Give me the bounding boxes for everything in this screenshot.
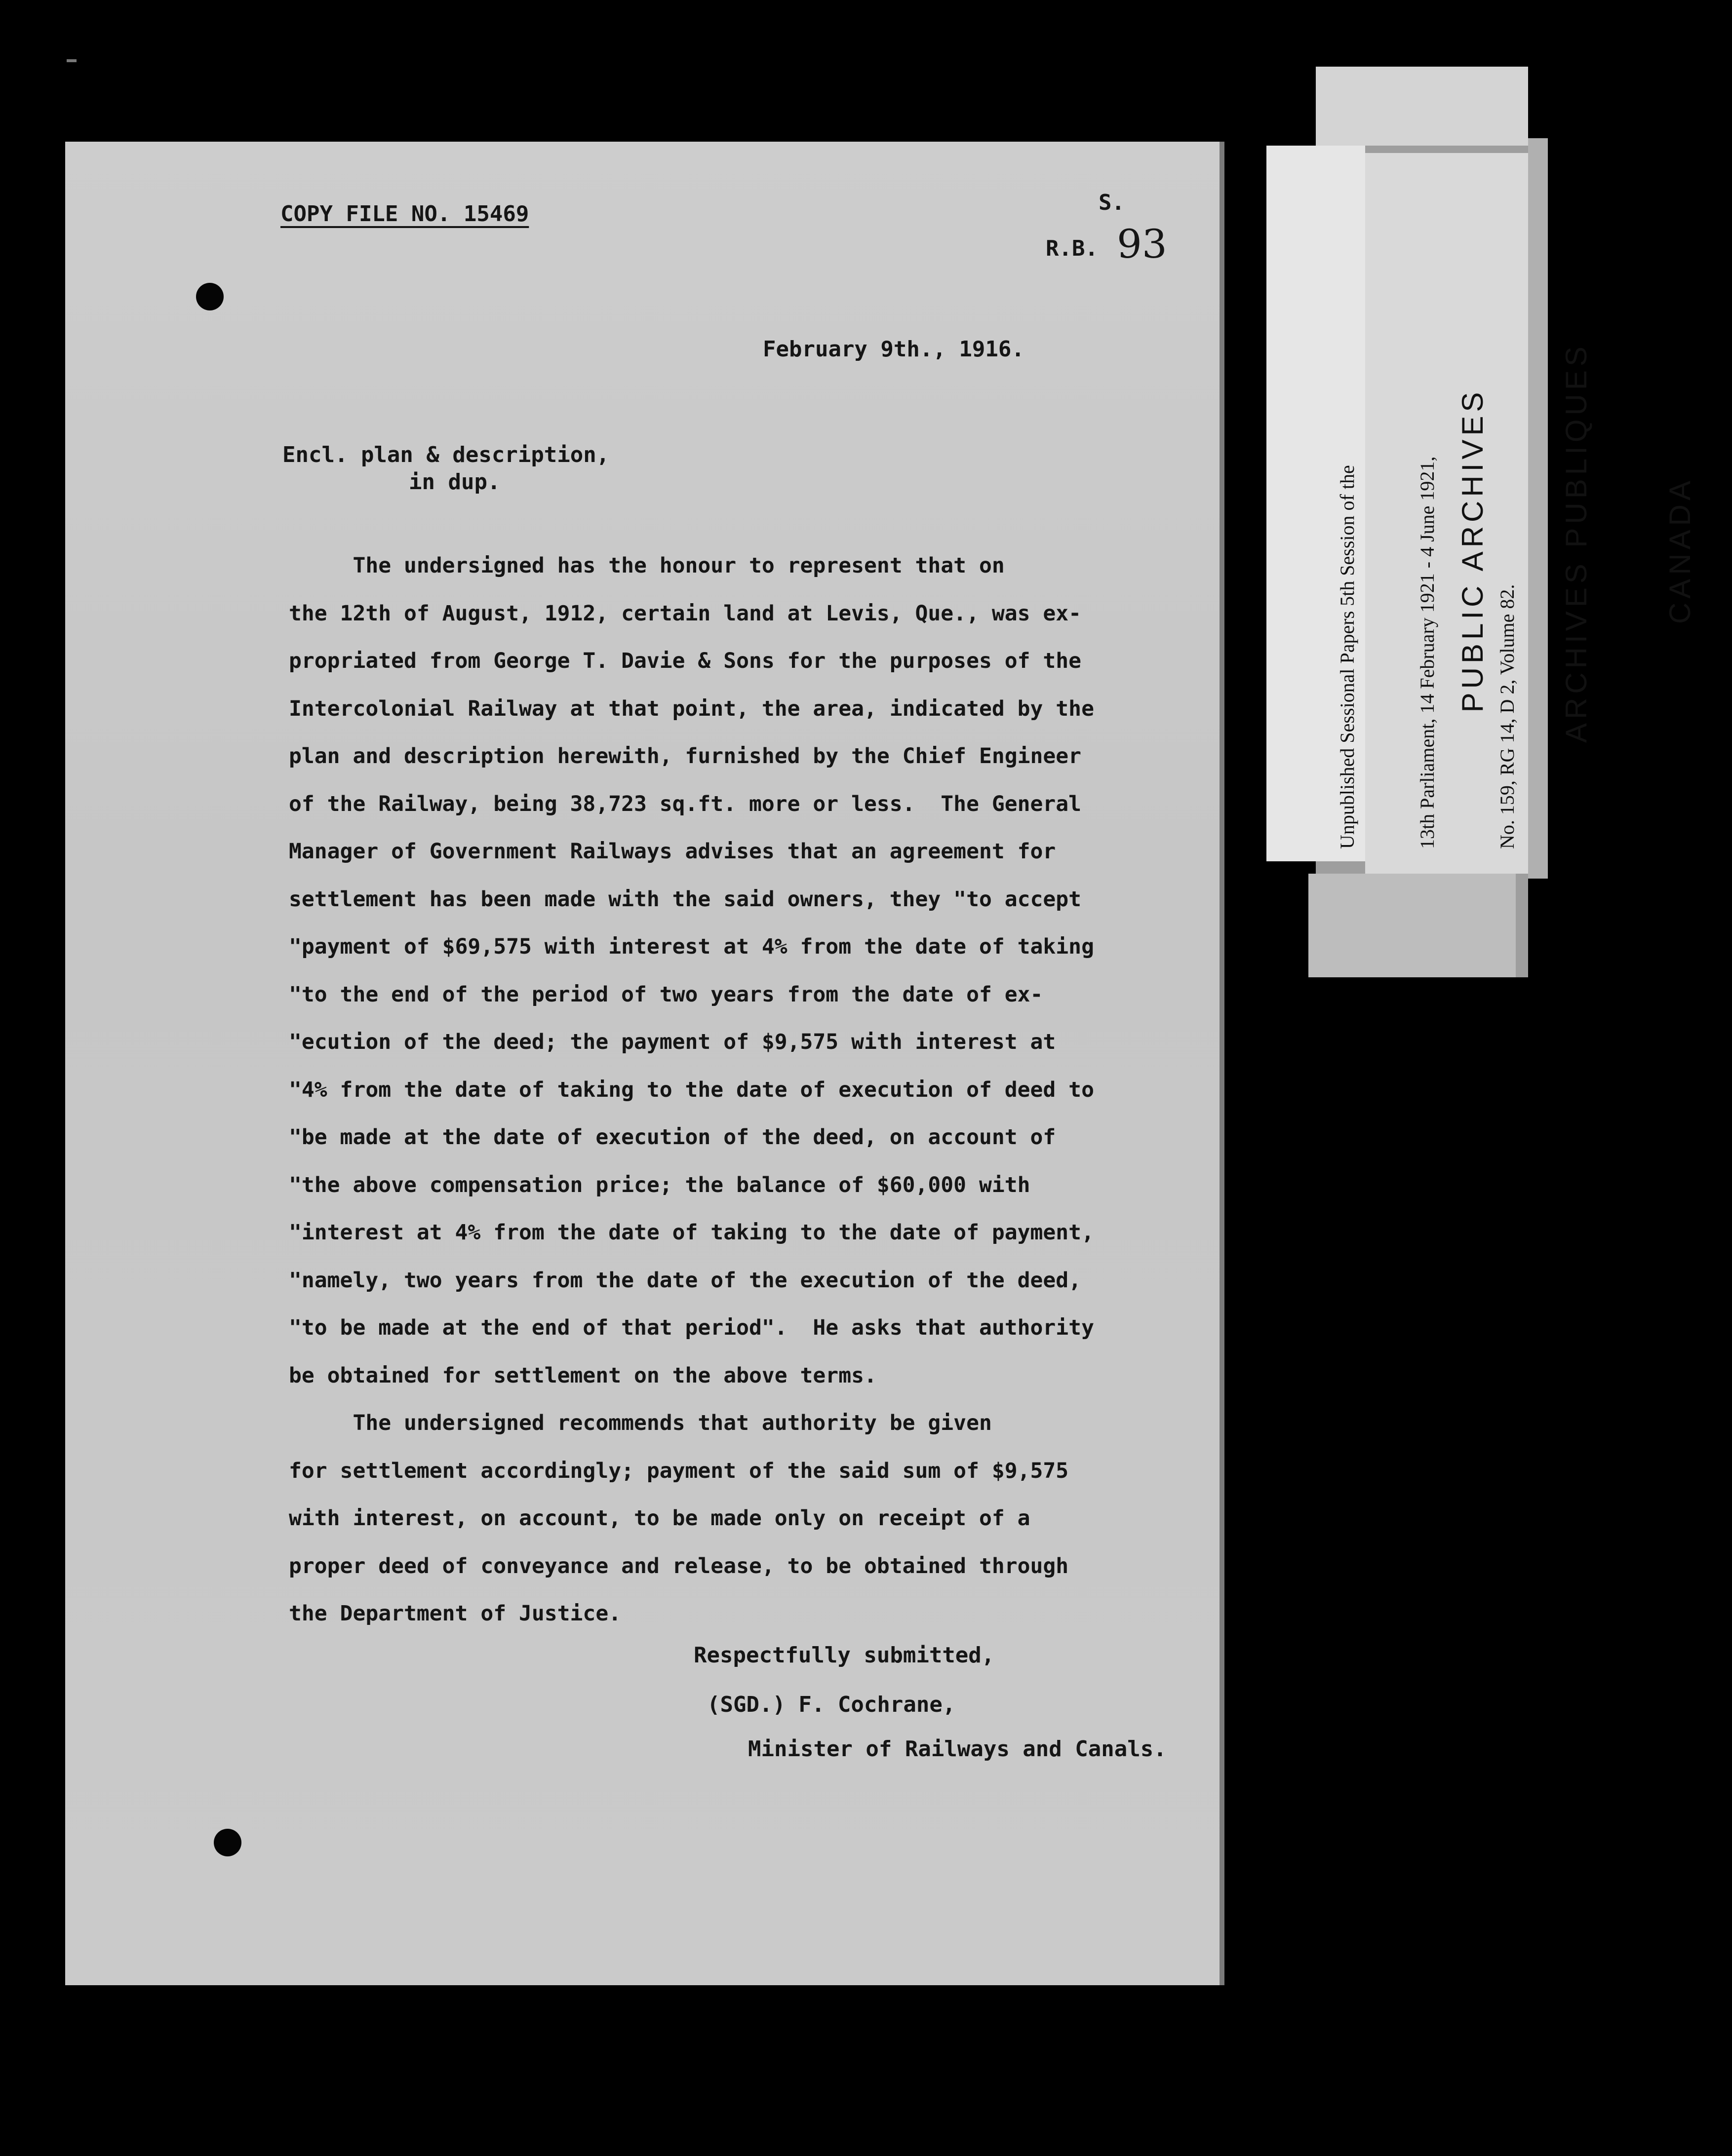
body-line: be obtained for settlement on the above terms.	[289, 1363, 877, 1388]
body-line: "to the end of the period of two years from the date of ex-	[289, 982, 1043, 1007]
body-line: proper deed of conveyance and release, to be obtained through	[289, 1553, 1069, 1578]
archive-reference-line: 13th Parliament, 14 February 1921 - 4 June 1921,	[1416, 456, 1438, 849]
label-bottom-strip	[1308, 874, 1516, 977]
signature-line: (SGD.) F. Cochrane,	[707, 1692, 956, 1717]
body-line: The undersigned has the honour to represent that on	[289, 553, 1005, 578]
closing-line: Respectfully submitted,	[694, 1643, 995, 1668]
body-line: "to be made at the end of that period". He asks that authority	[289, 1315, 1094, 1340]
body-line: The undersigned recommends that authority be given	[289, 1411, 992, 1435]
body-line: Manager of Government Railways advises that an agreement for	[289, 839, 1056, 864]
archive-reference-line: No. 159, RG 14, D 2, Volume 82.	[1496, 584, 1518, 849]
body-line: settlement has been made with the said owners, they "to accept	[289, 886, 1082, 912]
body-line: with interest, on account, to be made only on receipt of a	[289, 1506, 1030, 1531]
signatory-title: Minister of Railways and Canals.	[748, 1736, 1167, 1762]
archive-reference-line: Unpublished Sessional Papers 5th Session of the	[1336, 465, 1358, 849]
body-line: "4% from the date of taking to the date of execution of deed to	[289, 1077, 1094, 1102]
body-line: "the above compensation price; the balance of $60,000 with	[289, 1172, 1030, 1197]
punch-hole-top	[196, 283, 224, 310]
archives-stamp-line: PUBLIC ARCHIVES	[1456, 388, 1489, 713]
body-line: "interest at 4% from the date of taking to the date of payment,	[289, 1220, 1094, 1245]
enclosure-line-2: in dup.	[409, 469, 501, 495]
body-line: "payment of $69,575 with interest at 4% from the date of taking	[289, 934, 1094, 959]
body-line: of the Railway, being 38,723 sq.ft. more or less. The General	[289, 791, 1082, 816]
body-line: "be made at the date of execution of the deed, on account of	[289, 1125, 1056, 1150]
sheet-edge	[1220, 142, 1224, 1985]
letter-date: February 9th., 1916.	[763, 337, 1024, 362]
body-line: plan and description herewith, furnished by the Chief Engineer	[289, 744, 1082, 769]
label-top-strip	[1316, 67, 1528, 146]
enclosure-line-1: Encl. plan & description,	[282, 442, 610, 467]
corner-s-mark: S.	[1099, 190, 1125, 215]
body-line: the 12th of August, 1912, certain land at Levis, Que., was ex-	[289, 601, 1082, 626]
file-number: COPY FILE NO. 15469	[280, 201, 529, 227]
body-line: "ecution of the deed; the payment of $9,575 with interest at	[289, 1030, 1056, 1054]
letter-body	[289, 542, 1207, 1638]
film-speck	[67, 59, 77, 62]
body-line: for settlement accordingly; payment of the said sum of $9,575	[289, 1458, 1069, 1483]
archives-stamp-line: ARCHIVES PUBLIQUES	[1560, 343, 1593, 743]
body-line: "namely, two years from the date of the execution of the deed,	[289, 1268, 1082, 1293]
body-line: the Department of Justice.	[289, 1601, 622, 1626]
body-line: Intercolonial Railway at that point, the area, indicated by the	[289, 696, 1094, 721]
rb-number: 93	[1117, 221, 1167, 267]
rb-prefix: R.B.	[1046, 236, 1098, 261]
public-archives-stamp	[1386, 343, 1732, 743]
punch-hole-bottom	[214, 1829, 241, 1856]
archives-stamp-line: CANADA	[1663, 476, 1696, 624]
body-line: propriated from George T. Davie & Sons for the purposes of the	[289, 649, 1082, 673]
